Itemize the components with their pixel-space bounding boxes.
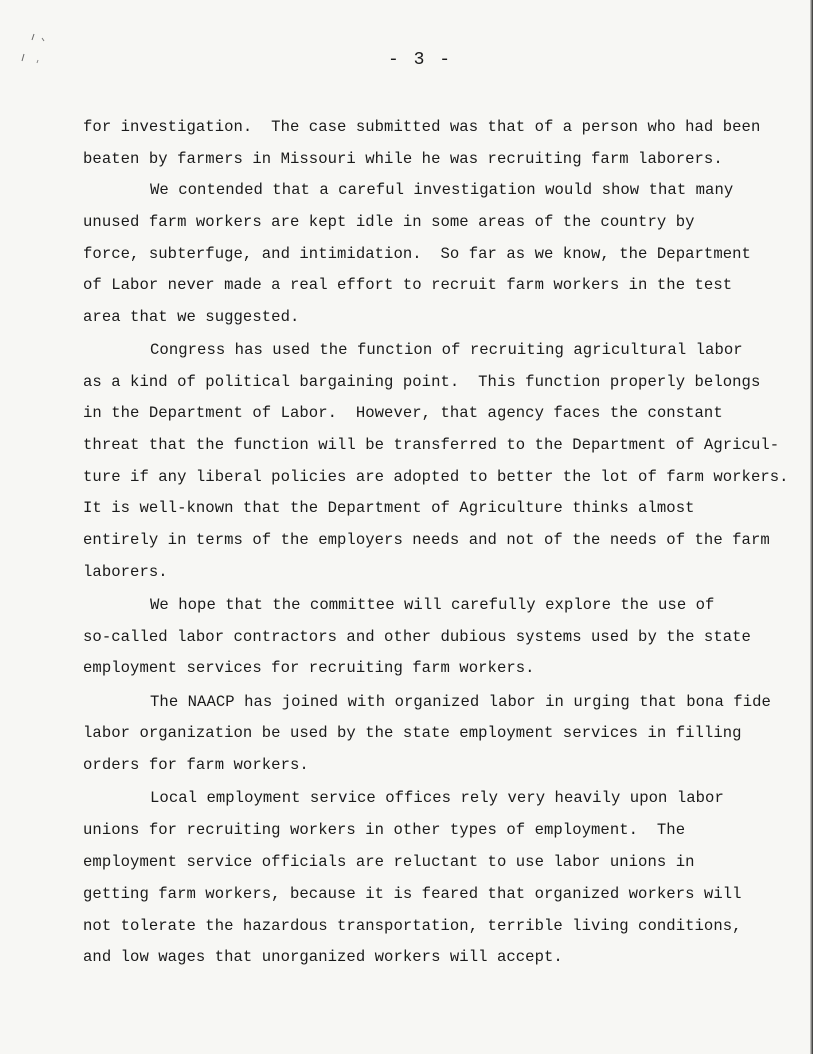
text-line: and low wages that unorganized workers will accept. bbox=[83, 948, 563, 966]
text-line: for investigation. The case submitted was that of a person who had been bbox=[83, 118, 761, 136]
text-line: force, subterfuge, and intimidation. So far as we know, the Department bbox=[83, 245, 751, 263]
text-line: so-called labor contractors and other dubious systems used by the state bbox=[83, 628, 751, 646]
text-line: We contended that a careful investigation would show that many bbox=[150, 181, 734, 199]
text-line: area that we suggested. bbox=[83, 308, 300, 326]
text-line: unions for recruiting workers in other types of employment. The bbox=[83, 821, 686, 839]
text-line: as a kind of political bargaining point. This function properly belongs bbox=[83, 373, 761, 391]
text-line: threat that the function will be transferred to the Department of Agricul- bbox=[83, 436, 780, 454]
text-line: The NAACP has joined with organized labor in urging that bona fide bbox=[150, 693, 771, 711]
text-line: employment service officials are reluctant to use labor unions in bbox=[83, 853, 695, 871]
text-line: We hope that the committee will carefully explore the use of bbox=[150, 596, 715, 614]
text-line: in the Department of Labor. However, that agency faces the constant bbox=[83, 404, 723, 422]
text-line: It is well-known that the Department of Agriculture thinks almost bbox=[83, 499, 695, 517]
text-line: Congress has used the function of recruiting agricultural labor bbox=[150, 341, 743, 359]
text-line: unused farm workers are kept idle in some areas of the country by bbox=[83, 213, 695, 231]
text-line: labor organization be used by the state employment services in filling bbox=[83, 724, 742, 742]
page-number: - 3 - bbox=[387, 50, 452, 70]
text-line: orders for farm workers. bbox=[83, 756, 309, 774]
text-line: employment services for recruiting farm workers. bbox=[83, 659, 535, 677]
text-line: ture if any liberal policies are adopted to better the lot of farm workers. bbox=[83, 468, 789, 486]
text-line: of Labor never made a real effort to recruit farm workers in the test bbox=[83, 276, 733, 294]
text-line: entirely in terms of the employers needs and not of the needs of the farm bbox=[83, 531, 770, 549]
text-line: getting farm workers, because it is feared that organized workers will bbox=[83, 885, 742, 903]
text-line: beaten by farmers in Missouri while he was recruiting farm laborers. bbox=[83, 150, 723, 168]
text-line: laborers. bbox=[83, 563, 168, 581]
text-line: not tolerate the hazardous transportation, terrible living conditions, bbox=[83, 917, 742, 935]
text-line: Local employment service offices rely very heavily upon labor bbox=[150, 789, 724, 807]
